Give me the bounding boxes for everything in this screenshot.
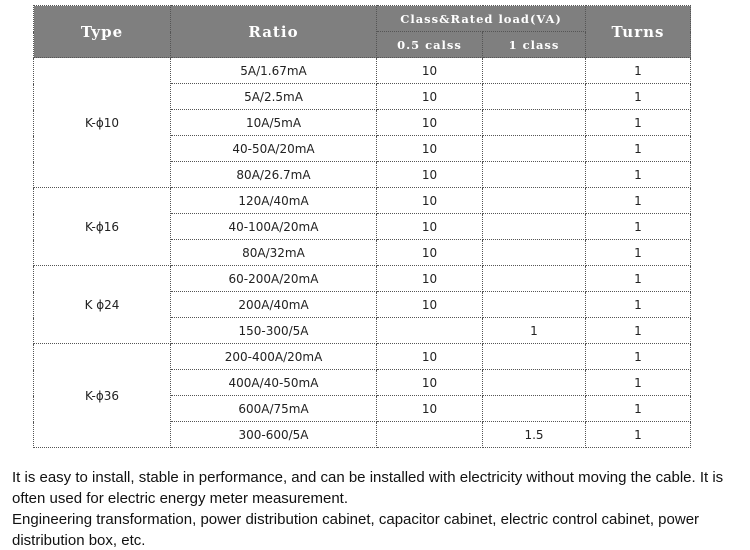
turns-cell: 1 xyxy=(586,396,691,422)
type-cell: K ϕ24 xyxy=(34,266,171,344)
ratio-cell: 40-100A/20mA xyxy=(171,214,377,240)
class-05-cell: 10 xyxy=(377,214,483,240)
class-1-cell xyxy=(483,136,586,162)
turns-cell: 1 xyxy=(586,58,691,84)
turns-cell: 1 xyxy=(586,162,691,188)
class-05-cell: 10 xyxy=(377,84,483,110)
ratio-cell: 10A/5mA xyxy=(171,110,377,136)
header-class-05: 0.5 calss xyxy=(377,32,483,58)
class-05-cell: 10 xyxy=(377,292,483,318)
ratio-cell: 80A/32mA xyxy=(171,240,377,266)
spec-table xyxy=(33,5,691,448)
type-cell: K-ϕ16 xyxy=(34,188,171,266)
class-1-cell: 1.5 xyxy=(483,422,586,448)
class-1-cell xyxy=(483,162,586,188)
class-1-cell xyxy=(483,188,586,214)
class-1-cell xyxy=(483,84,586,110)
ratio-cell: 5A/1.67mA xyxy=(171,58,377,84)
class-05-cell: 10 xyxy=(377,110,483,136)
turns-cell: 1 xyxy=(586,318,691,344)
class-1-cell xyxy=(483,370,586,396)
product-description xyxy=(12,467,742,550)
description-paragraph-1: It is easy to install, stable in performance, and can be installed with electricity without moving the cable. It is often used for electric energy meter measurement. xyxy=(12,469,724,507)
turns-cell: 1 xyxy=(586,214,691,240)
header-type: Type xyxy=(34,6,171,58)
header-class-rated-load: Class&Rated load(VA) xyxy=(377,6,586,32)
ratio-cell: 200A/40mA xyxy=(171,292,377,318)
class-05-cell: 10 xyxy=(377,370,483,396)
class-1-cell xyxy=(483,214,586,240)
ratio-cell: 300-600/5A xyxy=(171,422,377,448)
type-cell: K-ϕ36 xyxy=(34,344,171,448)
ratio-cell: 80A/26.7mA xyxy=(171,162,377,188)
ratio-cell: 400A/40-50mA xyxy=(171,370,377,396)
class-1-cell xyxy=(483,240,586,266)
description-paragraph-2: Engineering transformation, power distribution cabinet, capacitor cabinet, electric control cabinet, power distribution box, etc. xyxy=(12,511,700,549)
class-1-cell xyxy=(483,266,586,292)
ratio-cell: 40-50A/20mA xyxy=(171,136,377,162)
turns-cell: 1 xyxy=(586,422,691,448)
table-row xyxy=(34,344,691,370)
class-1-cell: 1 xyxy=(483,318,586,344)
header-turns: Turns xyxy=(586,6,691,58)
class-05-cell: 10 xyxy=(377,266,483,292)
class-1-cell xyxy=(483,292,586,318)
ratio-cell: 5A/2.5mA xyxy=(171,84,377,110)
ratio-cell: 120A/40mA xyxy=(171,188,377,214)
table-row xyxy=(34,58,691,84)
ratio-cell: 150-300/5A xyxy=(171,318,377,344)
table-row xyxy=(34,266,691,292)
class-05-cell: 10 xyxy=(377,188,483,214)
turns-cell: 1 xyxy=(586,84,691,110)
turns-cell: 1 xyxy=(586,292,691,318)
class-05-cell: 10 xyxy=(377,162,483,188)
type-cell: K-ϕ10 xyxy=(34,58,171,188)
class-1-cell xyxy=(483,344,586,370)
class-05-cell: 10 xyxy=(377,240,483,266)
header-ratio: Ratio xyxy=(171,6,377,58)
turns-cell: 1 xyxy=(586,136,691,162)
class-05-cell: 10 xyxy=(377,136,483,162)
turns-cell: 1 xyxy=(586,370,691,396)
turns-cell: 1 xyxy=(586,110,691,136)
class-05-cell xyxy=(377,422,483,448)
turns-cell: 1 xyxy=(586,240,691,266)
class-1-cell xyxy=(483,396,586,422)
class-05-cell xyxy=(377,318,483,344)
class-1-cell xyxy=(483,58,586,84)
ratio-cell: 60-200A/20mA xyxy=(171,266,377,292)
turns-cell: 1 xyxy=(586,344,691,370)
turns-cell: 1 xyxy=(586,266,691,292)
class-05-cell: 10 xyxy=(377,396,483,422)
turns-cell: 1 xyxy=(586,188,691,214)
class-05-cell: 10 xyxy=(377,58,483,84)
class-05-cell: 10 xyxy=(377,344,483,370)
ratio-cell: 200-400A/20mA xyxy=(171,344,377,370)
table-row xyxy=(34,188,691,214)
header-class-1: 1 class xyxy=(483,32,586,58)
class-1-cell xyxy=(483,110,586,136)
ratio-cell: 600A/75mA xyxy=(171,396,377,422)
